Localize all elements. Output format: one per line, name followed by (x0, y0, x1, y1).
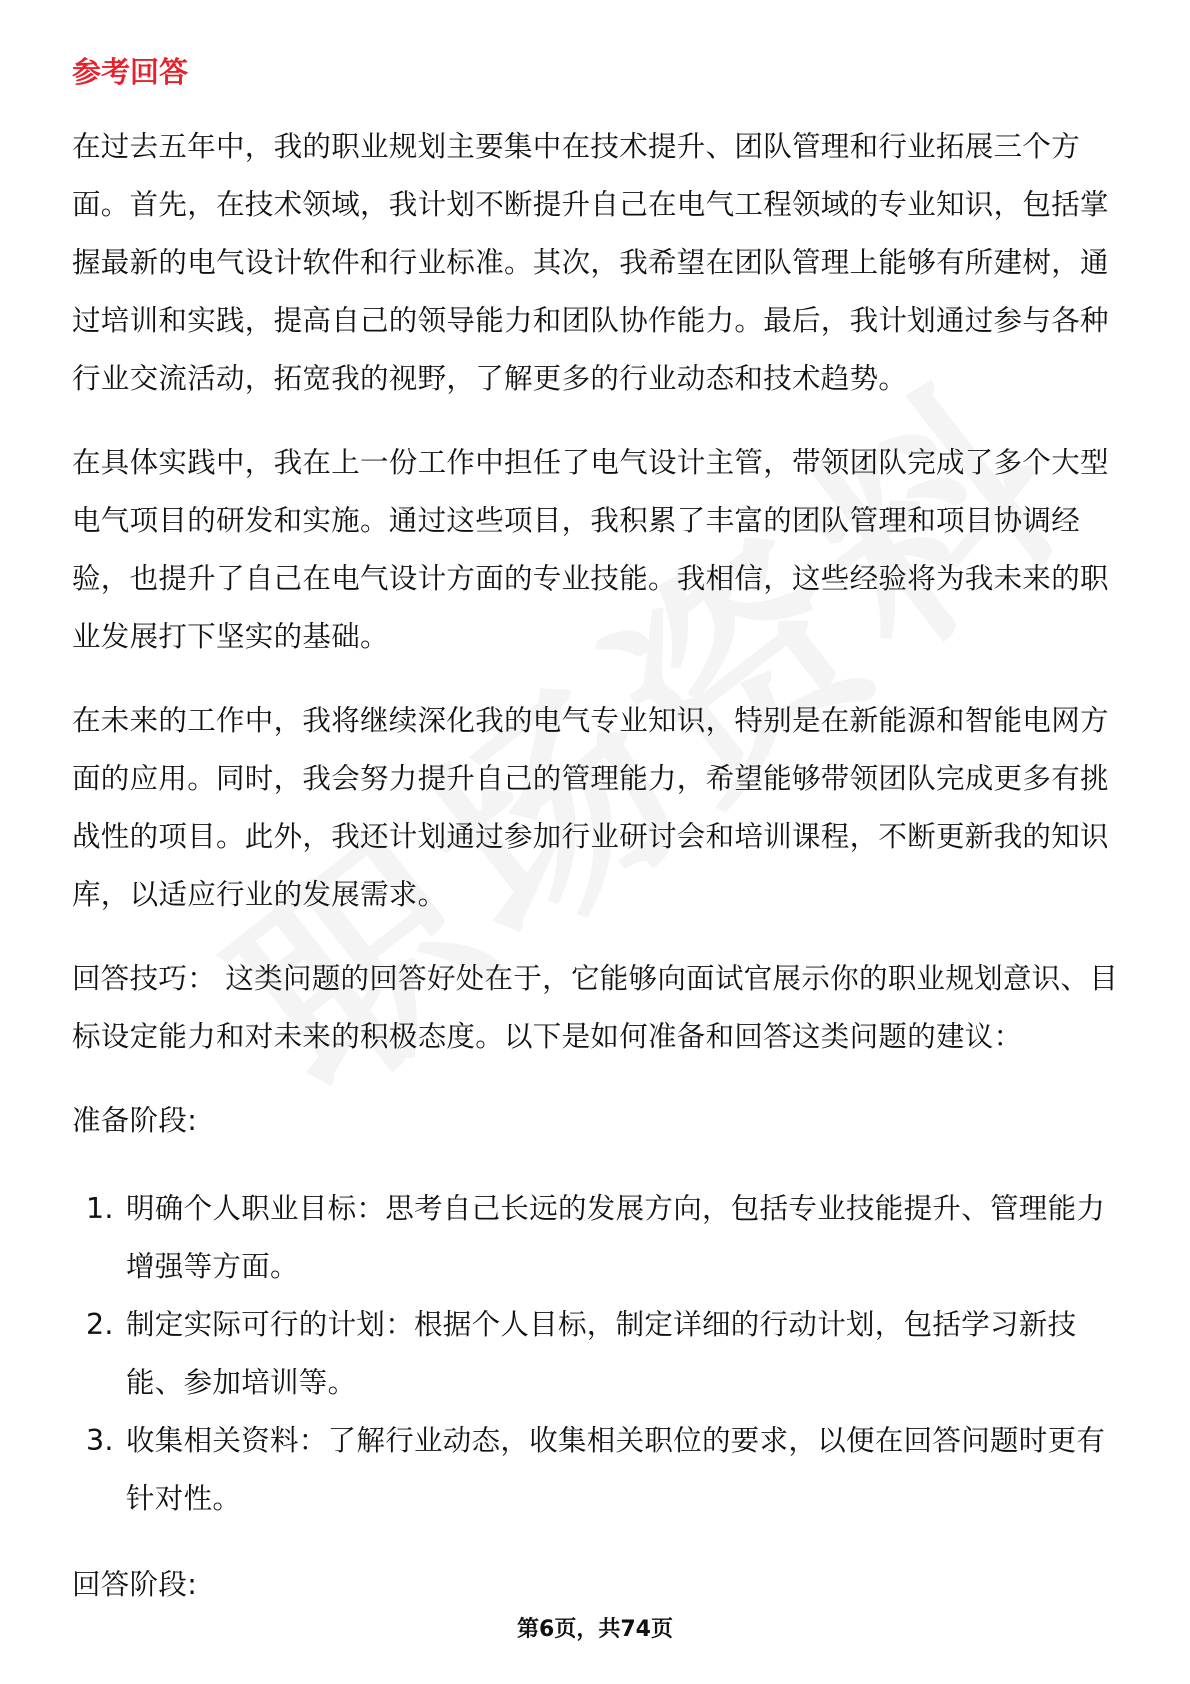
prep-steps-list (72, 1180, 1126, 1528)
paragraph-plan: 在过去五年中，我的职业规划主要集中在技术提升、团队管理和行业拓展三个方面。首先，在技术领域，我计划不断提升自己在电气工程领域的专业知识，包括掌握最新的电气设计软件和行业标准。其次，我希望在团队管理上能够有所建树，通过培训和实践，提高自己的领导能力和团队协作能力。最后，我计划通过参与各种行业交流活动，拓宽我的视野，了解更多的行业动态和技术趋势。 (72, 130, 1109, 395)
list-item-number: 3. (86, 1424, 114, 1457)
list-item-number: 1. (86, 1192, 114, 1225)
page-number: 第6页，共74页 (517, 1617, 673, 1642)
answer-stage-label: 回答阶段: (72, 1568, 198, 1601)
list-item-text: 收集相关资料：了解行业动态，收集相关职位的要求，以便在回答问题时更有针对性。 (126, 1424, 1106, 1515)
prep-stage-label: 准备阶段: (72, 1104, 198, 1137)
paragraph-future: 在未来的工作中，我将继续深化我的电气专业知识，特别是在新能源和智能电网方面的应用。同时，我会努力提升自己的管理能力，希望能够带领团队完成更多有挑战性的项目。此外，我还计划通过参加行业研讨会和培训课程，不断更新我的知识库，以适应行业的发展需求。 (72, 704, 1109, 911)
document-body (72, 118, 1126, 1644)
list-item-text: 明确个人职业目标：思考自己长远的发展方向，包括专业技能提升、管理能力增强等方面。 (126, 1192, 1106, 1283)
list-item-text: 制定实际可行的计划：根据个人目标，制定详细的行动计划，包括学习新技能、参加培训等。 (126, 1308, 1077, 1399)
list-item-number: 2. (86, 1308, 114, 1341)
section-heading: 参考回答 (72, 55, 189, 89)
list-item (72, 1412, 1126, 1528)
paragraph-practice: 在具体实践中，我在上一份工作中担任了电气设计主管，带领团队完成了多个大型电气项目的研发和实施。通过这些项目，我积累了丰富的团队管理和项目协调经验，也提升了自己在电气设计方面的专业技能。我相信，这些经验将为我未来的职业发展打下坚实的基础。 (72, 446, 1109, 653)
list-item (72, 1296, 1126, 1412)
paragraph-tips: 回答技巧： 这类问题的回答好处在于，它能够向面试官展示你的职业规划意识、目标设定能力和对未来的积极态度。以下是如何准备和回答这类问题的建议： (72, 962, 1119, 1053)
list-item (72, 1180, 1126, 1296)
